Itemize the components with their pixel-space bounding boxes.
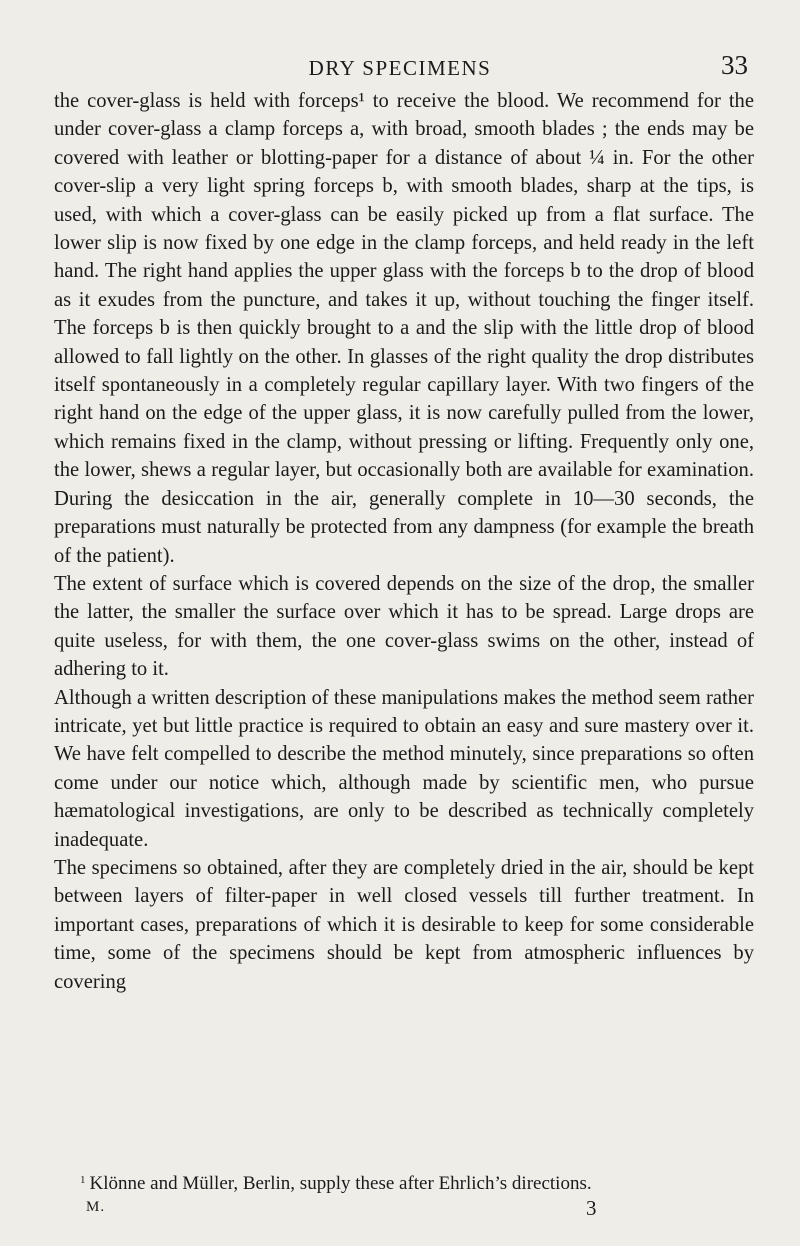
footnote-marker: 1 <box>80 1174 86 1186</box>
running-head <box>0 50 800 84</box>
page-number: 33 <box>721 50 748 80</box>
footnote <box>80 1167 760 1197</box>
paragraph-3: Although a written description of these manipulations makes the method seem rather intricate, yet but little practice is required to obtain an easy and sure mastery over it. We have felt compelled to describe the method minutely, since preparations so often come under our notice which, although made by scientific men, who pursue hæmatological investigations, are only to be described as technically completely inadequate. <box>54 686 754 851</box>
body-text <box>54 87 754 996</box>
signature-mark: M. <box>86 1199 106 1215</box>
paragraph-4: The specimens so obtained, after they are completely dried in the air, should be kept between layers of filter-paper in well closed vessels till further treatment. In important cases, preparations of which it is desirable to keep for some considerable time, some of the specimens should be kept from atmospheric influences by covering <box>54 856 754 993</box>
running-title: DRY SPECIMENS <box>308 56 492 80</box>
footnote-text: Klönne and Müller, Berlin, supply these after Ehrlich’s directions. <box>89 1173 592 1194</box>
signature-digit: 3 <box>586 1196 597 1220</box>
paragraph-1: the cover-glass is held with forceps¹ to receive the blood. We recommend for the under cover-glass a clamp forceps a, with broad, smooth blades ; the ends may be covered with leather or blotting-paper for a distance of about ¼ in. For the other cover-slip a very light spring forceps b, with smooth blades, sharp at the tips, is used, with which a cover-glass can be easily picked up from a flat surface. The lower slip is now fixed by one edge in the clamp forceps, and held ready in the left hand. The right hand applies the upper glass with the forceps b to the drop of blood as it exudes from the puncture, and takes it up, without touching the finger itself. The forceps b is then quickly brought to a and the slip with the little drop of blood allowed to fall lightly on the other. In glasses of the right quality the drop distributes itself spontaneously in a completely regular capillary layer. With two fingers of the right hand on the edge of the upper glass, it is now carefully pulled from the lower, which remains fixed in the clamp, without pressing or lifting. Frequently only one, the lower, shews a regular layer, but occasionally both are available for examination. During the desiccation in the air, generally complete in 10—30 seconds, the preparations must naturally be protected from any dampness (for example the breath of the patient). <box>54 90 754 567</box>
paragraph-2: The extent of surface which is covered depends on the size of the drop, the smaller the latter, the smaller the surface over which it has to be spread. Large drops are quite useless, for with them, the one cover-glass swims on the other, instead of adhering to it. <box>54 572 754 681</box>
